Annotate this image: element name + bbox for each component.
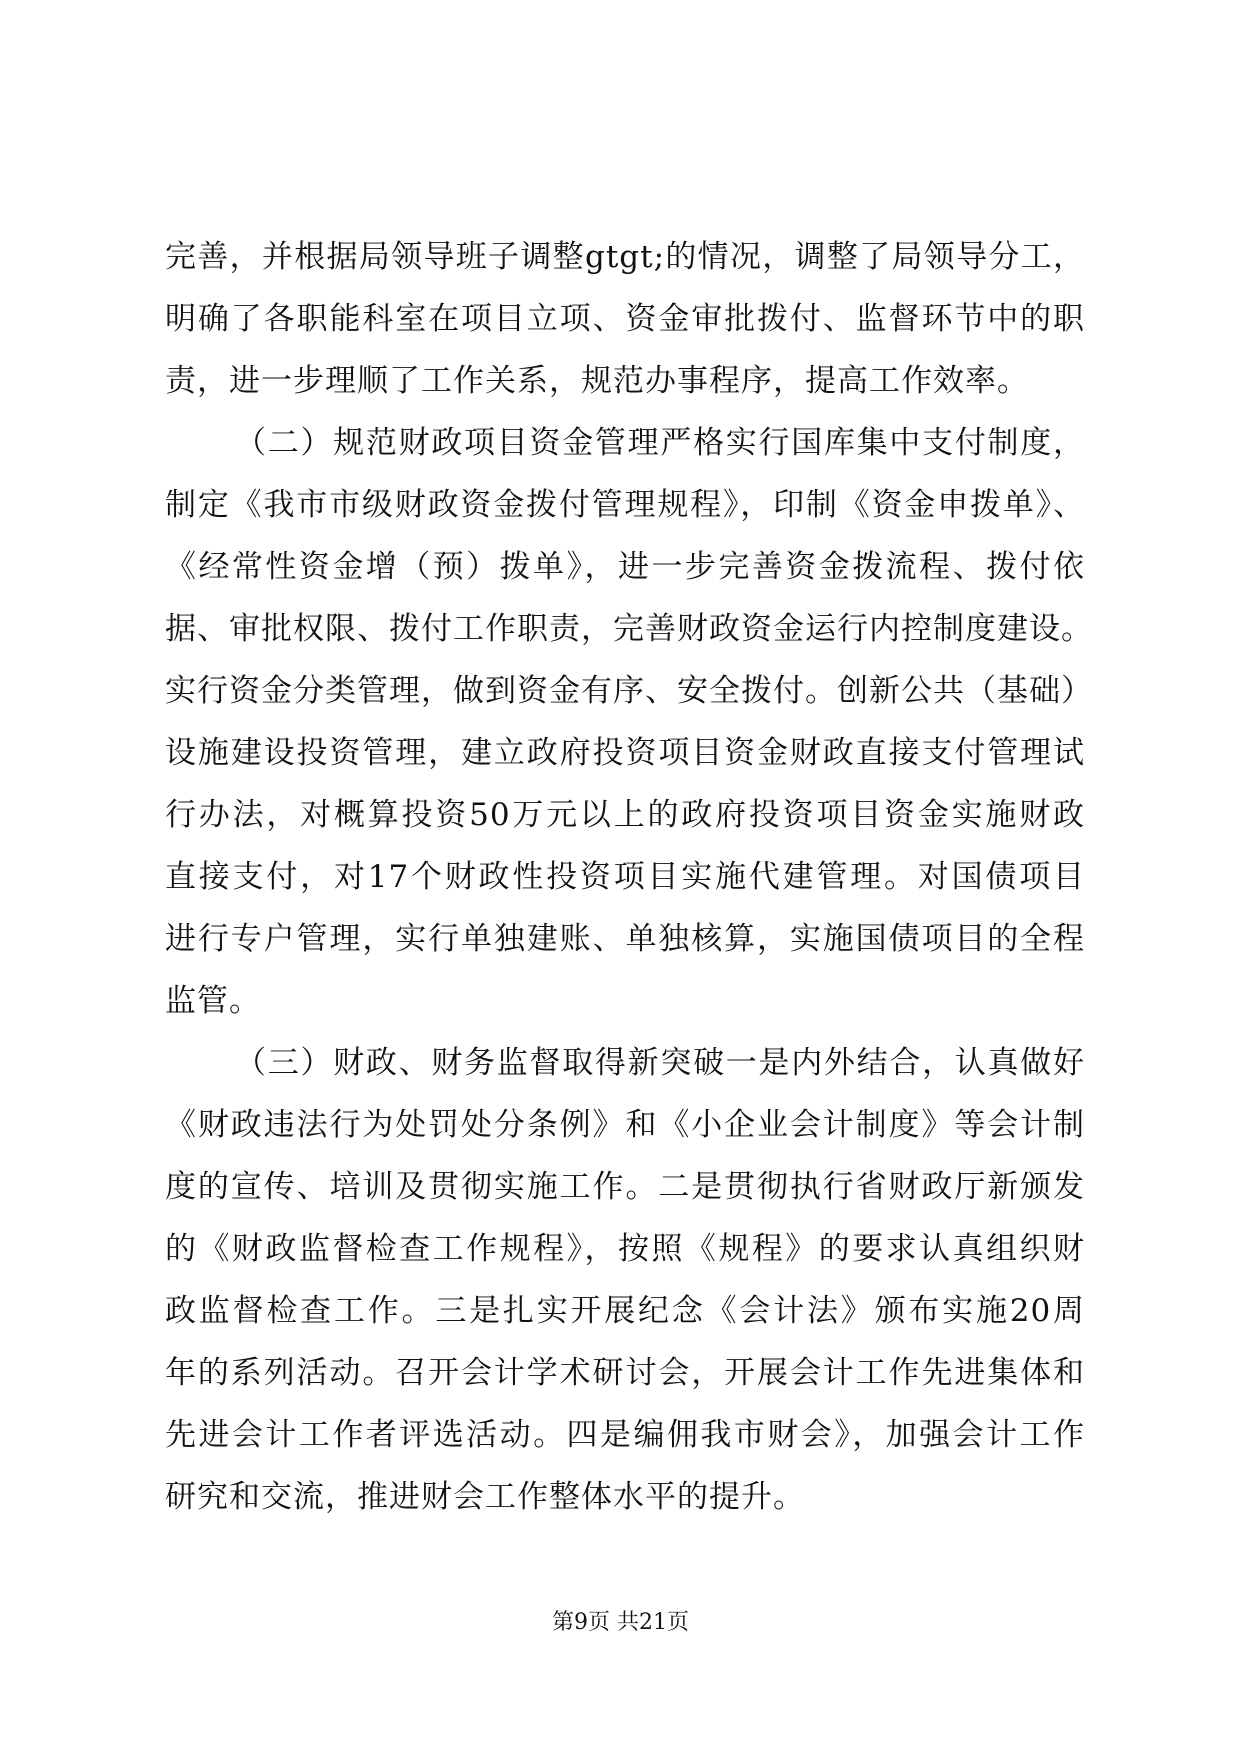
text-line: 先进会计工作者评选活动。四是编佣我市财会》，加强会计工作: [165, 1417, 1085, 1453]
text-line: 实行资金分类管理，做到资金有序、安全拨付。创新公共（基础）: [165, 673, 1093, 709]
document-body: [165, 226, 1093, 1528]
text-line: 研究和交流，推进财会工作整体水平的提升。: [165, 1479, 805, 1515]
text-line: 制定《我市市级财政资金拨付管理规程》，印制《资金申拨单》、: [165, 487, 1085, 523]
text-line: 明确了各职能科室在项目立项、资金审批拨付、监督环节中的职: [165, 301, 1085, 337]
text-line: 行办法，对概算投资50万元以上的政府投资项目资金实施财政: [165, 797, 1085, 833]
paragraph-start-line: （二）规范财政项目资金管理严格实行国库集中支付制度，: [235, 425, 1085, 461]
text-line: 完善，并根据局领导班子调整gtgt;的情况，调整了局领导分工，: [165, 239, 1085, 275]
text-line: 年的系列活动。召开会计学术研讨会，开展会计工作先进集体和: [165, 1355, 1085, 1391]
text-line: 《经常性资金增（预）拨单》，进一步完善资金拨流程、拨付依: [165, 549, 1085, 585]
text-line: 进行专户管理，实行单独建账、单独核算，实施国债项目的全程: [165, 921, 1085, 957]
page-number-footer: 第9页 共21页: [552, 1610, 689, 1635]
text-line: 据、审批权限、拨付工作职责，完善财政资金运行内控制度建设。: [165, 611, 1093, 647]
text-line: 直接支付，对17个财政性投资项目实施代建管理。对国债项目: [165, 859, 1085, 895]
text-line: 政监督检查工作。三是扎实开展纪念《会计法》颁布实施20周: [165, 1293, 1085, 1329]
text-line: 责，进一步理顺了工作关系，规范办事程序，提高工作效率。: [165, 363, 1029, 399]
text-line: 度的宣传、培训及贯彻实施工作。二是贯彻执行省财政厅新颁发: [165, 1169, 1085, 1205]
text-line: 设施建设投资管理，建立政府投资项目资金财政直接支付管理试: [165, 735, 1085, 771]
text-line: 的《财政监督检查工作规程》，按照《规程》的要求认真组织财: [165, 1231, 1085, 1267]
text-line: 《财政违法行为处罚处分条例》和《小企业会计制度》等会计制: [165, 1107, 1085, 1143]
paragraph-start-line: （三）财政、财务监督取得新突破一是内外结合，认真做好: [235, 1045, 1085, 1081]
text-line: 监管。: [165, 983, 261, 1019]
